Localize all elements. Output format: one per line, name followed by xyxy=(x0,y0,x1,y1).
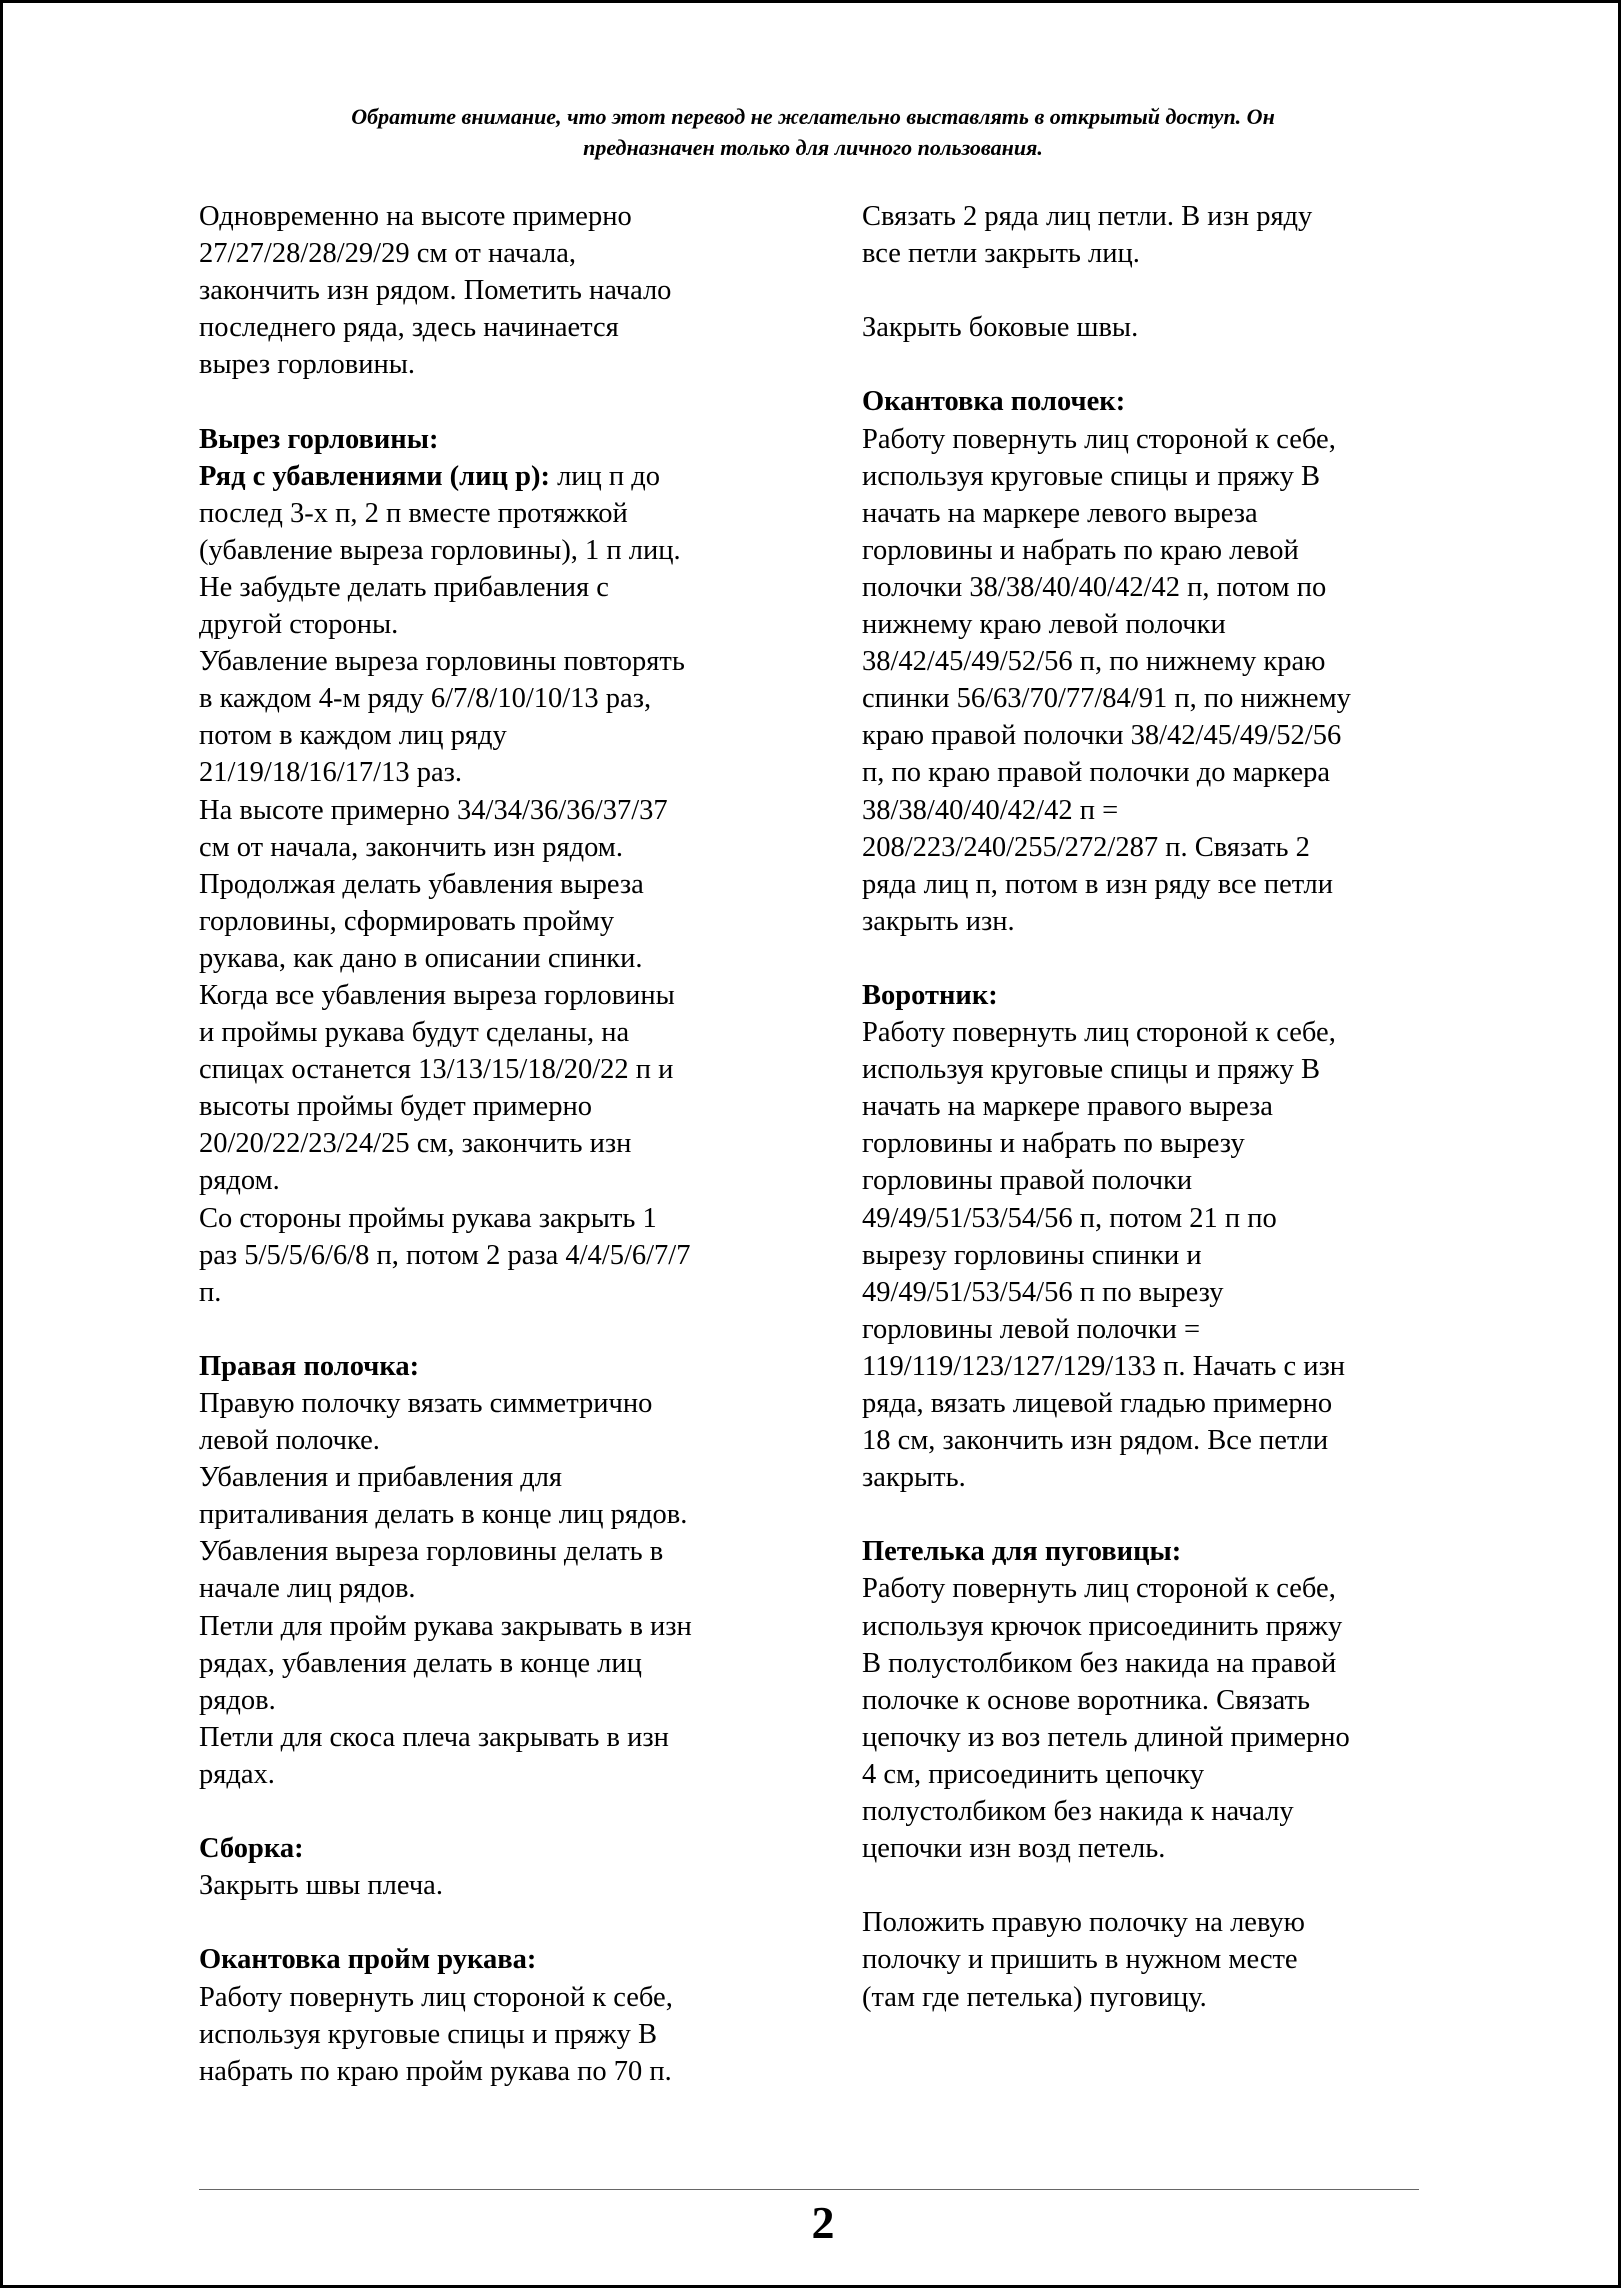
right-front-paragraph: Правую полочку вязать симметрично левой полочке. Убавления и прибавления для приталивания делать в конце лиц рядов. Убавления выреза горловины делать в начале лиц рядов. Петли для пройм рукава закрывать в изн рядах, убавления делать в конце лиц рядов. Петли для скоса плеча закрывать в изн рядах. xyxy=(199,1388,692,1790)
decrease-row-text: лиц п до послед 3-х п, 2 п вместе протяжкой (убавление выреза горловины), 1 п лиц. Не забудьте делать прибавления с другой стороны. Убавление выреза горловины повторять в каждом 4-м ряду 6/7/8/10/10/13 раз, потом в каждом лиц ряду 21/19/18/16/17/13 раз. На высоте примерно 34/34/36/36/37/37 см от начала, закончить изн рядом. Продолжая делать убавления выреза горловины, сформировать пройму рукава, как дано в описании спинки. Когда все убавления выреза горловины и проймы рукава будут сделаны, на спицах останется 13/13/15/18/20/22 п и высоты проймы будет примерно 20/20/22/23/24/25 см, закончить изн рядом. Со стороны проймы рукава закрыть 1 раз 5/5/5/6/6/8 п, потом 2 раза 4/4/5/6/7/7 п. xyxy=(199,460,691,1308)
button-loop-heading: Петелька для пуговицы: xyxy=(862,1536,1182,1568)
collar-paragraph: Работу повернуть лиц стороной к себе, используя круговые спицы и пряжу В начать на маркере правого выреза горловины и набрать по вырезу горловины правой полочки 49/49/51/53/54/56 п, потом 21 п по вырезу горловины спинки и 49/49/51/53/54/56 п по вырезу горловины левой полочки = 119/119/123/127/129/133 п. Начать с изн ряда, вязать лицевой гладью примерно 18 см, закончить изн рядом. Все петли закрыть. xyxy=(862,1017,1346,1494)
page-number: 2 xyxy=(811,2197,835,2248)
assembly-heading: Сборка: xyxy=(199,1833,304,1865)
right-front-heading: Правая полочка: xyxy=(199,1350,420,1382)
left-column xyxy=(199,198,799,2090)
neckline-heading: Вырез горловины: xyxy=(199,423,439,455)
translation-notice: Обратите внимание, что этот перевод не желательно выставлять в открытый доступ. Он предназначен только для личного пользования. xyxy=(351,104,1275,160)
armhole-finish-paragraph: Связать 2 ряда лиц петли. В изн ряду все петли закрыть лиц. xyxy=(862,201,1313,270)
fronts-edging-paragraph: Работу повернуть лиц стороной к себе, используя круговые спицы и пряжу В начать на маркере левого выреза горловины и набрать по краю левой полочки 38/38/40/40/42/42 п, потом по нижнему краю левой полочки 38/42/45/49/52/56 п, по нижнему краю спинки 56/63/70/77/84/91 п, по нижнему краю правой полочки 38/42/45/49/52/56 п, по краю правой полочки до маркера 38/38/40/40/42/42 п = 208/223/240/255/272/287 п. Связать 2 ряда лиц п, потом в изн ряду все петли закрыть изн. xyxy=(862,423,1351,937)
assembly-paragraph: Закрыть швы плеча. xyxy=(199,1870,443,1902)
armhole-edging-heading: Окантовка пройм рукава: xyxy=(199,1944,537,1976)
decrease-row-paragraph xyxy=(199,458,799,1311)
footer-divider xyxy=(199,2189,1419,2190)
right-column xyxy=(862,198,1432,2016)
side-seams-paragraph: Закрыть боковые швы. xyxy=(862,312,1139,344)
neckline-start-paragraph: Одновременно на высоте примерно 27/27/28/28/29/29 см от начала, закончить изн рядом. Пометить начало последнего ряда, здесь начинается вырез горловины. xyxy=(199,201,672,381)
decrease-row-label: Ряд с убавлениями (лиц р): xyxy=(199,460,550,492)
armhole-edging-paragraph: Работу повернуть лиц стороной к себе, используя круговые спицы и пряжу В набрать по краю пройм рукава по 70 п. xyxy=(199,1981,673,2087)
collar-heading: Воротник: xyxy=(862,979,998,1011)
fronts-edging-heading: Окантовка полочек: xyxy=(862,386,1126,418)
button-loop-paragraph: Работу повернуть лиц стороной к себе, используя крючок присоединить пряжу В полустолбиком без накида на правой полочке к основе воротника. Связать цепочку из воз петель длиной примерно 4 см, присоединить цепочку полустолбиком без накида к началу цепочки изн возд петель. xyxy=(862,1573,1350,1865)
button-attach-paragraph: Положить правую полочку на левую полочку и пришить в нужном месте (там где петелька) пуговицу. xyxy=(862,1907,1305,2013)
